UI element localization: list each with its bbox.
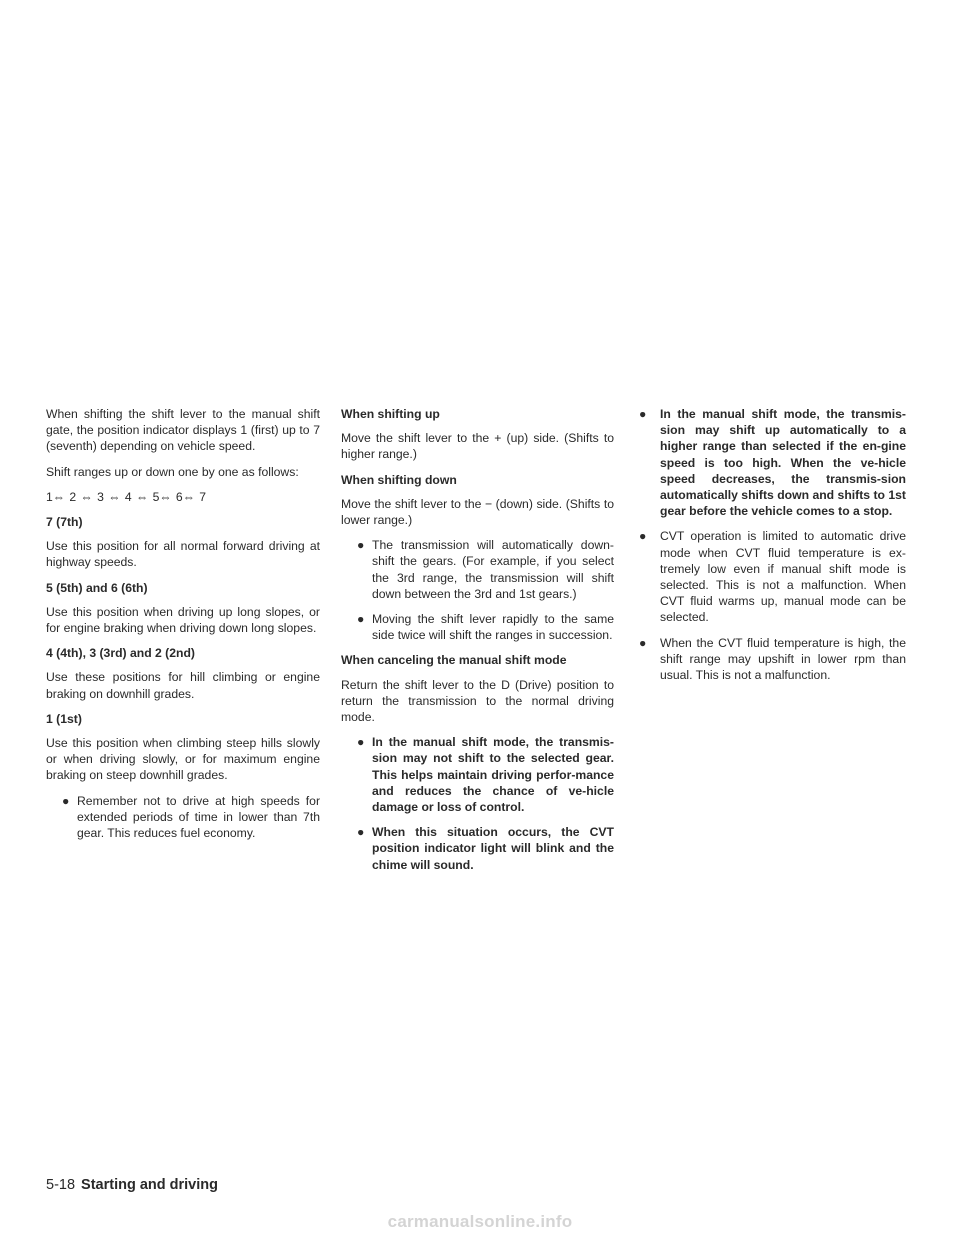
column-right xyxy=(637,406,906,692)
heading-canceling-manual: When canceling the manual shift mode xyxy=(341,653,567,668)
bullet-icon: ● xyxy=(639,635,647,650)
bullet-icon: ● xyxy=(639,529,647,544)
heading-7th: 7 (7th) xyxy=(46,515,83,530)
bullet-icon: ● xyxy=(62,793,70,808)
bullet-item xyxy=(341,734,614,815)
watermark: carmanualsonline.info xyxy=(387,1212,573,1231)
section-title: Starting and driving xyxy=(81,1177,218,1193)
bullet-text: In the manual shift mode, the transmis-sion may not shift to the selected gear. This helps maintain driving perfor-mance and reduces the chance of ve-hicle damage or loss of control. xyxy=(372,735,614,815)
bullet-text: The transmission will automatically down-shift the gears. (For example, if you select the 3rd range, the transmission will shift down between the 3rd and 1st gears.) xyxy=(372,538,614,601)
page-number: 5-18 xyxy=(46,1177,76,1193)
paragraph-shifting-down: Move the shift lever to the − (down) side. (Shifts to lower range.) xyxy=(341,496,614,528)
paragraph-7th: Use this position for all normal forward driving at highway speeds. xyxy=(46,539,320,570)
paragraph-canceling-manual: Return the shift lever to the D (Drive) position to return the transmission to the normal driving mode. xyxy=(341,677,614,725)
bullet-item xyxy=(341,537,614,602)
paragraph-shifting-up: Move the shift lever to the + (up) side. (Shifts to higher range.) xyxy=(341,431,614,462)
bullet-text: In the manual shift mode, the transmis-sion may shift up automatically to a higher range than selected if the en-gine speed is too high. When the ve-hicle speed decreases, the transmis-sion automatically shifts down and shifts to 1st gear before the vehicle comes to a stop. xyxy=(660,407,906,519)
bullet-text: Moving the shift lever rapidly to the same side twice will shift the ranges in succession. xyxy=(372,612,614,643)
heading-4th-3rd-2nd: 4 (4th), 3 (3rd) and 2 (2nd) xyxy=(46,646,195,661)
bullet-icon: ● xyxy=(357,538,365,553)
bullet-item xyxy=(637,635,906,684)
column-middle xyxy=(341,406,614,882)
shift-ranges-paragraph: Shift ranges up or down one by one as follows: xyxy=(46,464,299,479)
paragraph-5th-6th: Use this position when driving up long slopes, or for engine braking when driving down long slopes. xyxy=(46,604,320,636)
intro-paragraph: When shifting the shift lever to the manual shift gate, the position indicator displays 1 (first) up to 7 (seventh) depending on vehicle speed. xyxy=(46,407,320,454)
heading-5th-6th: 5 (5th) and 6 (6th) xyxy=(46,580,148,595)
bullet-text: Remember not to drive at high speeds for extended periods of time in lower than 7th gear. This reduces fuel economy. xyxy=(77,793,320,841)
heading-shifting-up: When shifting up xyxy=(341,407,440,421)
heading-1st: 1 (1st) xyxy=(46,711,82,726)
bullet-item xyxy=(341,611,614,643)
bullet-item xyxy=(637,528,906,625)
bullet-item xyxy=(341,824,614,873)
column-left xyxy=(46,406,320,850)
bullet-item xyxy=(46,793,320,842)
bullet-icon: ● xyxy=(639,407,647,421)
bullet-icon: ● xyxy=(357,825,365,840)
bullet-icon: ● xyxy=(357,735,365,750)
gear-sequence: 1⇔ 2 ⇔ 3 ⇔ 4 ⇔ 5⇔ 6⇔ 7 xyxy=(46,489,207,504)
bullet-icon: ● xyxy=(357,612,365,627)
bullet-text: When this situation occurs, the CVT position indicator light will blink and the chime will sound. xyxy=(372,825,614,872)
heading-shifting-down: When shifting down xyxy=(341,472,457,487)
bullet-text: CVT operation is limited to automatic drive mode when CVT fluid temperature is ex-tremely low even if manual shift mode is selected. This is not a malfunction. When CVT fluid warms up, manual mode can be selected. xyxy=(660,529,906,625)
paragraph-4th-3rd-2nd: Use these positions for hill climbing or engine braking on downhill grades. xyxy=(46,670,320,701)
page-footer xyxy=(46,1177,218,1193)
paragraph-1st: Use this position when climbing steep hills slowly or when driving slowly, or for maximum engine braking on steep downhill grades. xyxy=(46,736,320,783)
bullet-item xyxy=(637,406,906,519)
bullet-text: When the CVT fluid temperature is high, the shift range may upshift in lower rpm than usual. This is not a malfunction. xyxy=(660,635,906,683)
